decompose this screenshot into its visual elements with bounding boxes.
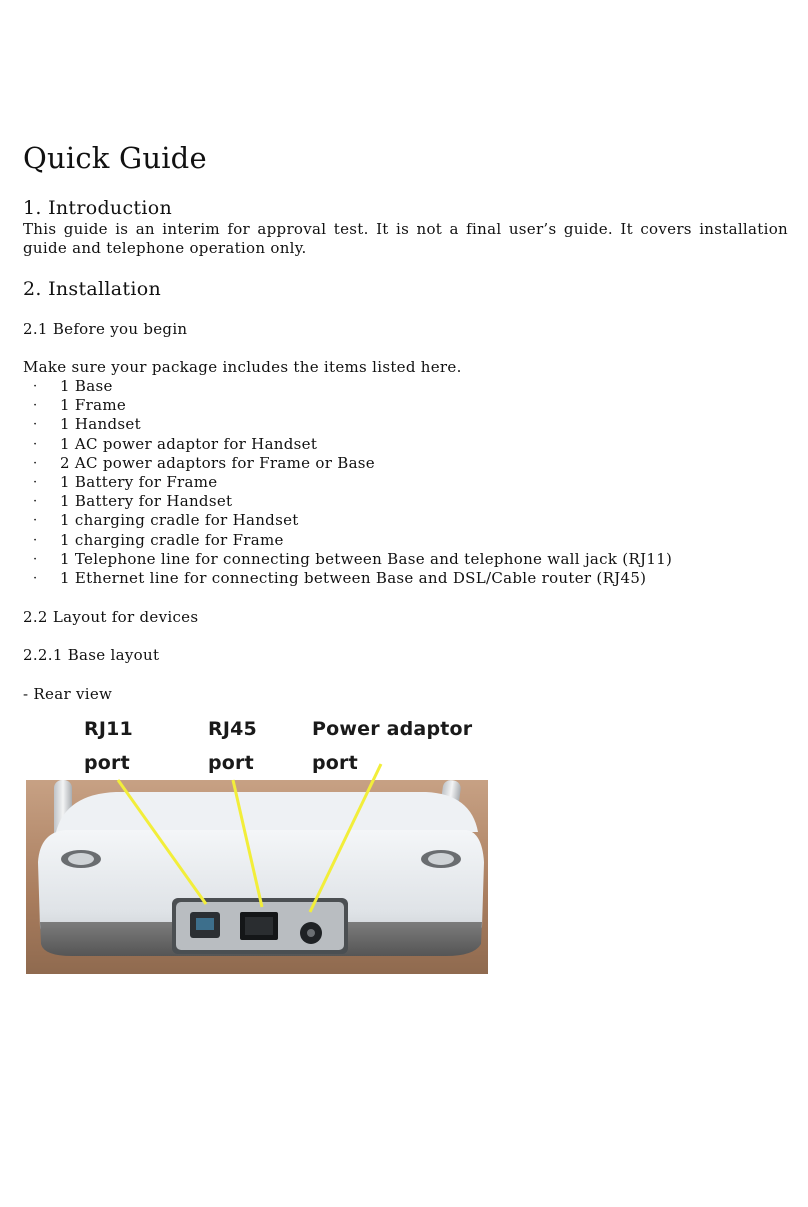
right-antenna-base-inner <box>428 853 454 865</box>
bullet-glyph: · <box>33 532 38 548</box>
list-item <box>23 531 672 550</box>
list-item <box>23 492 672 511</box>
layout-devices-heading: 2.2 Layout for devices <box>23 608 199 626</box>
list-item <box>23 435 672 454</box>
list-item <box>23 569 672 588</box>
document-title: Quick Guide <box>23 141 207 175</box>
bullet-glyph: · <box>33 551 38 567</box>
left-antenna-base-inner <box>68 853 94 865</box>
list-item-label: 1 Handset <box>60 415 141 434</box>
package-item-list <box>23 377 672 588</box>
list-item <box>23 396 672 415</box>
power-port-pin <box>307 929 315 937</box>
rj45-port-inner <box>245 917 273 935</box>
list-item <box>23 550 672 569</box>
rj11-port-contacts <box>196 918 214 930</box>
base-rear-view-figure <box>26 712 492 976</box>
base-layout-heading: 2.2.1 Base layout <box>23 646 160 664</box>
rj45-label-line2: port <box>208 752 254 774</box>
list-item-label: 1 Frame <box>60 396 127 415</box>
device-photo <box>26 712 492 976</box>
list-item-label: 1 Battery for Frame <box>60 473 218 492</box>
installation-heading: 2. Installation <box>23 278 161 300</box>
device-top <box>56 792 478 832</box>
list-item-label: 1 Battery for Handset <box>60 492 233 511</box>
intro-heading: 1. Introduction <box>23 197 172 219</box>
list-item <box>23 511 672 530</box>
list-item-label: 1 charging cradle for Frame <box>60 530 284 549</box>
power-adaptor-label-line2: port <box>312 752 358 774</box>
list-item-label: 1 charging cradle for Handset <box>60 511 299 530</box>
bullet-glyph: · <box>33 475 38 491</box>
list-item-label: 1 AC power adaptor for Handset <box>60 434 318 453</box>
power-adaptor-label-line1: Power adaptor <box>312 718 473 740</box>
bullet-glyph: · <box>33 571 38 587</box>
before-you-begin-heading: 2.1 Before you begin <box>23 320 188 338</box>
rj45-label-line1: RJ45 <box>208 718 257 740</box>
rj11-label-line2: port <box>84 752 130 774</box>
list-item <box>23 454 672 473</box>
bullet-glyph: · <box>33 513 38 529</box>
bullet-glyph: · <box>33 455 38 471</box>
rj11-label-line1: RJ11 <box>84 718 133 740</box>
package-intro-text: Make sure your package includes the items listed here. <box>23 358 462 376</box>
list-item-label: 1 Telephone line for connecting between Base and telephone wall jack (RJ11) <box>60 549 673 568</box>
bullet-glyph: · <box>33 379 38 394</box>
bullet-glyph: · <box>33 398 38 414</box>
list-item <box>23 473 672 492</box>
list-item-label: 2 AC power adaptors for Frame or Base <box>60 453 375 472</box>
list-item-label: 1 Ethernet line for connecting between Base and DSL/Cable router (RJ45) <box>60 569 647 588</box>
bullet-glyph: · <box>33 436 38 452</box>
list-item <box>23 377 672 396</box>
bullet-glyph: · <box>33 417 38 433</box>
bullet-glyph: · <box>33 494 38 510</box>
list-item-label: 1 Base <box>60 377 113 395</box>
intro-paragraph: This guide is an interim for approval test. It is not a final user’s guide. It covers installation guide and telephone operation only. <box>23 220 788 257</box>
list-item <box>23 415 672 434</box>
rear-view-label: - Rear view <box>23 685 113 703</box>
